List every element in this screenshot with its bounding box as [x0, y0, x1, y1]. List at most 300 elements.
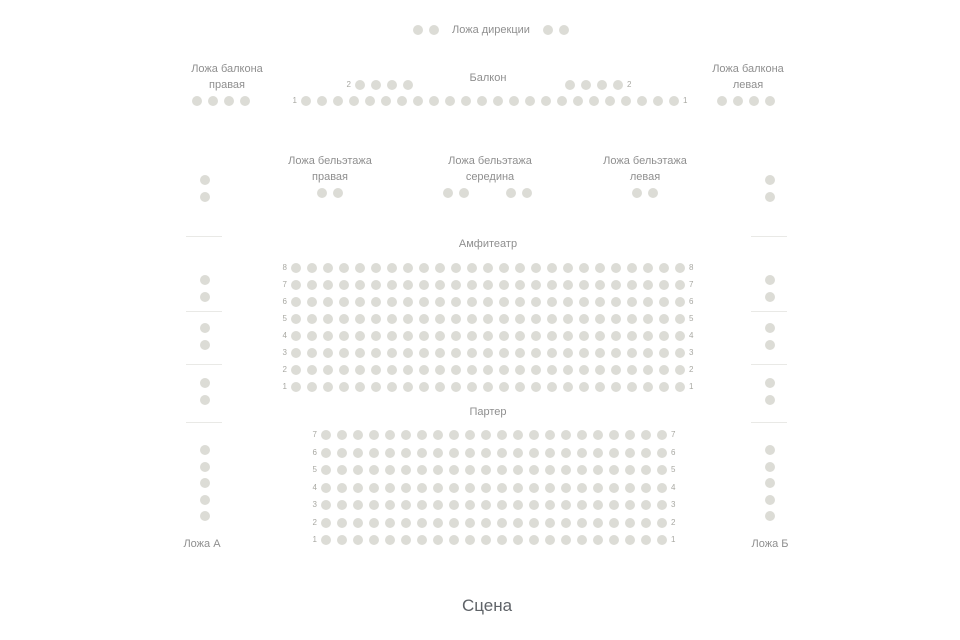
seat[interactable]: [467, 331, 477, 341]
seat[interactable]: [371, 331, 381, 341]
seat[interactable]: [513, 448, 523, 458]
seat[interactable]: [401, 535, 411, 545]
seat[interactable]: [497, 465, 507, 475]
seat[interactable]: [307, 382, 317, 392]
seat[interactable]: [765, 292, 775, 302]
seat[interactable]: [643, 297, 653, 307]
seat[interactable]: [531, 331, 541, 341]
seat[interactable]: [483, 365, 493, 375]
seat[interactable]: [659, 348, 669, 358]
seat[interactable]: [765, 462, 775, 472]
seat[interactable]: [609, 465, 619, 475]
seat[interactable]: [291, 382, 301, 392]
seat[interactable]: [435, 297, 445, 307]
seat[interactable]: [565, 80, 575, 90]
seat[interactable]: [240, 96, 250, 106]
seat[interactable]: [499, 331, 509, 341]
seat[interactable]: [545, 448, 555, 458]
seat[interactable]: [403, 331, 413, 341]
seat[interactable]: [433, 500, 443, 510]
seat[interactable]: [563, 297, 573, 307]
seat[interactable]: [192, 96, 202, 106]
seat[interactable]: [208, 96, 218, 106]
seat[interactable]: [765, 478, 775, 488]
seat[interactable]: [333, 96, 343, 106]
seat[interactable]: [497, 430, 507, 440]
seat[interactable]: [675, 382, 685, 392]
seat[interactable]: [451, 297, 461, 307]
seat[interactable]: [307, 348, 317, 358]
seat[interactable]: [765, 192, 775, 202]
seat[interactable]: [483, 314, 493, 324]
seat[interactable]: [307, 314, 317, 324]
seat[interactable]: [657, 483, 667, 493]
seat[interactable]: [625, 483, 635, 493]
seat[interactable]: [641, 430, 651, 440]
seat[interactable]: [337, 430, 347, 440]
seat[interactable]: [369, 535, 379, 545]
seat[interactable]: [369, 448, 379, 458]
seat[interactable]: [627, 263, 637, 273]
seat[interactable]: [339, 263, 349, 273]
seat[interactable]: [451, 314, 461, 324]
seat[interactable]: [355, 263, 365, 273]
seat[interactable]: [397, 96, 407, 106]
seat[interactable]: [611, 263, 621, 273]
seat[interactable]: [433, 518, 443, 528]
seat[interactable]: [433, 535, 443, 545]
seat[interactable]: [465, 518, 475, 528]
seat[interactable]: [401, 500, 411, 510]
seat[interactable]: [355, 382, 365, 392]
seat[interactable]: [579, 297, 589, 307]
seat[interactable]: [417, 535, 427, 545]
seat[interactable]: [593, 430, 603, 440]
seat[interactable]: [611, 297, 621, 307]
seat[interactable]: [419, 297, 429, 307]
seat[interactable]: [483, 331, 493, 341]
seat[interactable]: [581, 80, 591, 90]
seat[interactable]: [643, 263, 653, 273]
seat[interactable]: [369, 430, 379, 440]
seat[interactable]: [653, 96, 663, 106]
seat[interactable]: [621, 96, 631, 106]
seat[interactable]: [385, 448, 395, 458]
seat[interactable]: [765, 175, 775, 185]
seat[interactable]: [625, 535, 635, 545]
seat[interactable]: [593, 465, 603, 475]
seat[interactable]: [481, 430, 491, 440]
seat[interactable]: [632, 188, 642, 198]
seat[interactable]: [545, 535, 555, 545]
seat[interactable]: [595, 348, 605, 358]
seat[interactable]: [371, 382, 381, 392]
seat[interactable]: [509, 96, 519, 106]
seat[interactable]: [433, 465, 443, 475]
seat[interactable]: [515, 297, 525, 307]
seat[interactable]: [385, 483, 395, 493]
seat[interactable]: [513, 535, 523, 545]
seat[interactable]: [467, 297, 477, 307]
seat[interactable]: [593, 500, 603, 510]
seat[interactable]: [675, 314, 685, 324]
seat[interactable]: [597, 80, 607, 90]
seat[interactable]: [627, 297, 637, 307]
seat[interactable]: [387, 314, 397, 324]
seat[interactable]: [355, 280, 365, 290]
seat[interactable]: [659, 297, 669, 307]
seat[interactable]: [593, 518, 603, 528]
seat[interactable]: [595, 331, 605, 341]
seat[interactable]: [435, 365, 445, 375]
seat[interactable]: [563, 263, 573, 273]
seat[interactable]: [611, 331, 621, 341]
seat[interactable]: [641, 500, 651, 510]
seat[interactable]: [577, 448, 587, 458]
seat[interactable]: [529, 430, 539, 440]
seat[interactable]: [675, 348, 685, 358]
seat[interactable]: [451, 365, 461, 375]
seat[interactable]: [371, 280, 381, 290]
seat[interactable]: [657, 448, 667, 458]
seat[interactable]: [609, 518, 619, 528]
seat[interactable]: [291, 297, 301, 307]
seat[interactable]: [401, 483, 411, 493]
seat[interactable]: [531, 365, 541, 375]
seat[interactable]: [291, 348, 301, 358]
seat[interactable]: [643, 365, 653, 375]
seat[interactable]: [499, 348, 509, 358]
seat[interactable]: [483, 348, 493, 358]
seat[interactable]: [765, 511, 775, 521]
seat[interactable]: [611, 348, 621, 358]
seat[interactable]: [513, 500, 523, 510]
seat[interactable]: [529, 483, 539, 493]
seat[interactable]: [200, 478, 210, 488]
seat[interactable]: [449, 535, 459, 545]
seat[interactable]: [637, 96, 647, 106]
seat[interactable]: [659, 280, 669, 290]
seat[interactable]: [545, 465, 555, 475]
seat[interactable]: [561, 465, 571, 475]
seat[interactable]: [765, 323, 775, 333]
seat[interactable]: [371, 80, 381, 90]
seat[interactable]: [577, 518, 587, 528]
seat[interactable]: [525, 96, 535, 106]
seat[interactable]: [573, 96, 583, 106]
seat[interactable]: [609, 430, 619, 440]
seat[interactable]: [371, 365, 381, 375]
seat[interactable]: [465, 448, 475, 458]
seat[interactable]: [641, 483, 651, 493]
seat[interactable]: [531, 280, 541, 290]
seat[interactable]: [200, 378, 210, 388]
seat[interactable]: [515, 382, 525, 392]
seat[interactable]: [387, 365, 397, 375]
seat[interactable]: [529, 500, 539, 510]
seat[interactable]: [417, 465, 427, 475]
seat[interactable]: [577, 535, 587, 545]
seat[interactable]: [531, 314, 541, 324]
seat[interactable]: [481, 500, 491, 510]
seat[interactable]: [625, 448, 635, 458]
seat[interactable]: [547, 280, 557, 290]
seat[interactable]: [625, 465, 635, 475]
seat[interactable]: [387, 263, 397, 273]
seat[interactable]: [419, 263, 429, 273]
seat[interactable]: [577, 500, 587, 510]
seat[interactable]: [451, 280, 461, 290]
seat[interactable]: [579, 365, 589, 375]
seat[interactable]: [200, 495, 210, 505]
seat[interactable]: [401, 448, 411, 458]
seat[interactable]: [561, 518, 571, 528]
seat[interactable]: [403, 297, 413, 307]
seat[interactable]: [323, 263, 333, 273]
seat[interactable]: [497, 483, 507, 493]
seat[interactable]: [609, 483, 619, 493]
seat[interactable]: [369, 500, 379, 510]
seat[interactable]: [483, 297, 493, 307]
seat[interactable]: [641, 518, 651, 528]
seat[interactable]: [349, 96, 359, 106]
seat[interactable]: [461, 96, 471, 106]
seat[interactable]: [385, 535, 395, 545]
seat[interactable]: [371, 263, 381, 273]
seat[interactable]: [467, 348, 477, 358]
seat[interactable]: [333, 188, 343, 198]
seat[interactable]: [451, 348, 461, 358]
seat[interactable]: [451, 263, 461, 273]
seat[interactable]: [611, 314, 621, 324]
seat[interactable]: [493, 96, 503, 106]
seat[interactable]: [531, 297, 541, 307]
seat[interactable]: [417, 483, 427, 493]
seat[interactable]: [355, 365, 365, 375]
seat[interactable]: [627, 280, 637, 290]
seat[interactable]: [765, 445, 775, 455]
seat[interactable]: [403, 382, 413, 392]
seat[interactable]: [659, 382, 669, 392]
seat[interactable]: [353, 518, 363, 528]
seat[interactable]: [579, 382, 589, 392]
seat[interactable]: [339, 314, 349, 324]
seat[interactable]: [419, 331, 429, 341]
seat[interactable]: [449, 500, 459, 510]
seat[interactable]: [353, 448, 363, 458]
seat[interactable]: [403, 263, 413, 273]
seat[interactable]: [561, 500, 571, 510]
seat[interactable]: [323, 314, 333, 324]
seat[interactable]: [401, 465, 411, 475]
seat[interactable]: [321, 430, 331, 440]
seat[interactable]: [515, 348, 525, 358]
seat[interactable]: [353, 430, 363, 440]
seat[interactable]: [401, 518, 411, 528]
seat[interactable]: [449, 483, 459, 493]
seat[interactable]: [481, 448, 491, 458]
seat[interactable]: [355, 80, 365, 90]
seat[interactable]: [531, 348, 541, 358]
seat[interactable]: [499, 297, 509, 307]
seat[interactable]: [643, 382, 653, 392]
seat[interactable]: [499, 314, 509, 324]
seat[interactable]: [387, 382, 397, 392]
seat[interactable]: [465, 535, 475, 545]
seat[interactable]: [513, 483, 523, 493]
seat[interactable]: [595, 280, 605, 290]
seat[interactable]: [419, 348, 429, 358]
seat[interactable]: [419, 314, 429, 324]
seat[interactable]: [483, 280, 493, 290]
seat[interactable]: [657, 465, 667, 475]
seat[interactable]: [337, 483, 347, 493]
seat[interactable]: [499, 280, 509, 290]
seat[interactable]: [307, 365, 317, 375]
seat[interactable]: [465, 483, 475, 493]
seat[interactable]: [625, 500, 635, 510]
seat[interactable]: [515, 314, 525, 324]
seat[interactable]: [435, 331, 445, 341]
seat[interactable]: [529, 518, 539, 528]
seat[interactable]: [339, 348, 349, 358]
seat[interactable]: [477, 96, 487, 106]
seat[interactable]: [641, 465, 651, 475]
seat[interactable]: [451, 382, 461, 392]
seat[interactable]: [291, 331, 301, 341]
seat[interactable]: [595, 297, 605, 307]
seat[interactable]: [531, 263, 541, 273]
seat[interactable]: [435, 263, 445, 273]
seat[interactable]: [337, 518, 347, 528]
seat[interactable]: [323, 280, 333, 290]
seat[interactable]: [605, 96, 615, 106]
seat[interactable]: [659, 365, 669, 375]
seat[interactable]: [307, 280, 317, 290]
seat[interactable]: [401, 430, 411, 440]
seat[interactable]: [627, 382, 637, 392]
seat[interactable]: [433, 448, 443, 458]
seat[interactable]: [545, 518, 555, 528]
seat[interactable]: [733, 96, 743, 106]
seat[interactable]: [224, 96, 234, 106]
seat[interactable]: [467, 365, 477, 375]
seat[interactable]: [200, 323, 210, 333]
seat[interactable]: [321, 483, 331, 493]
seat[interactable]: [675, 331, 685, 341]
seat[interactable]: [563, 280, 573, 290]
seat[interactable]: [481, 465, 491, 475]
seat[interactable]: [595, 263, 605, 273]
seat[interactable]: [499, 263, 509, 273]
seat[interactable]: [513, 518, 523, 528]
seat[interactable]: [200, 445, 210, 455]
seat[interactable]: [579, 348, 589, 358]
seat[interactable]: [317, 188, 327, 198]
seat[interactable]: [515, 331, 525, 341]
seat[interactable]: [545, 500, 555, 510]
seat[interactable]: [403, 80, 413, 90]
seat[interactable]: [200, 462, 210, 472]
seat[interactable]: [387, 297, 397, 307]
seat[interactable]: [611, 365, 621, 375]
seat[interactable]: [547, 314, 557, 324]
seat[interactable]: [419, 382, 429, 392]
seat[interactable]: [353, 483, 363, 493]
seat[interactable]: [321, 465, 331, 475]
seat[interactable]: [625, 430, 635, 440]
seat[interactable]: [641, 535, 651, 545]
seat[interactable]: [609, 500, 619, 510]
seat[interactable]: [595, 365, 605, 375]
seat[interactable]: [589, 96, 599, 106]
seat[interactable]: [459, 188, 469, 198]
seat[interactable]: [577, 483, 587, 493]
seat[interactable]: [449, 448, 459, 458]
seat[interactable]: [499, 365, 509, 375]
seat[interactable]: [337, 535, 347, 545]
seat[interactable]: [403, 348, 413, 358]
seat[interactable]: [595, 314, 605, 324]
seat[interactable]: [547, 348, 557, 358]
seat[interactable]: [497, 448, 507, 458]
seat[interactable]: [323, 297, 333, 307]
seat[interactable]: [403, 280, 413, 290]
seat[interactable]: [445, 96, 455, 106]
seat[interactable]: [643, 348, 653, 358]
seat[interactable]: [529, 465, 539, 475]
seat[interactable]: [291, 263, 301, 273]
seat[interactable]: [200, 511, 210, 521]
seat[interactable]: [563, 331, 573, 341]
seat[interactable]: [200, 395, 210, 405]
seat[interactable]: [353, 465, 363, 475]
seat[interactable]: [561, 430, 571, 440]
seat[interactable]: [413, 25, 423, 35]
seat[interactable]: [339, 365, 349, 375]
seat[interactable]: [563, 365, 573, 375]
seat[interactable]: [381, 96, 391, 106]
seat[interactable]: [627, 331, 637, 341]
seat[interactable]: [321, 518, 331, 528]
seat[interactable]: [417, 430, 427, 440]
seat[interactable]: [353, 535, 363, 545]
seat[interactable]: [337, 500, 347, 510]
seat[interactable]: [675, 263, 685, 273]
seat[interactable]: [506, 188, 516, 198]
seat[interactable]: [497, 518, 507, 528]
seat[interactable]: [657, 518, 667, 528]
seat[interactable]: [291, 314, 301, 324]
seat[interactable]: [659, 263, 669, 273]
seat[interactable]: [355, 314, 365, 324]
seat[interactable]: [529, 448, 539, 458]
seat[interactable]: [369, 483, 379, 493]
seat[interactable]: [497, 535, 507, 545]
seat[interactable]: [531, 382, 541, 392]
seat[interactable]: [559, 25, 569, 35]
seat[interactable]: [611, 280, 621, 290]
seat[interactable]: [387, 331, 397, 341]
seat[interactable]: [337, 465, 347, 475]
seat[interactable]: [669, 96, 679, 106]
seat[interactable]: [611, 382, 621, 392]
seat[interactable]: [483, 382, 493, 392]
seat[interactable]: [200, 192, 210, 202]
seat[interactable]: [515, 263, 525, 273]
seat[interactable]: [200, 340, 210, 350]
seat[interactable]: [659, 314, 669, 324]
